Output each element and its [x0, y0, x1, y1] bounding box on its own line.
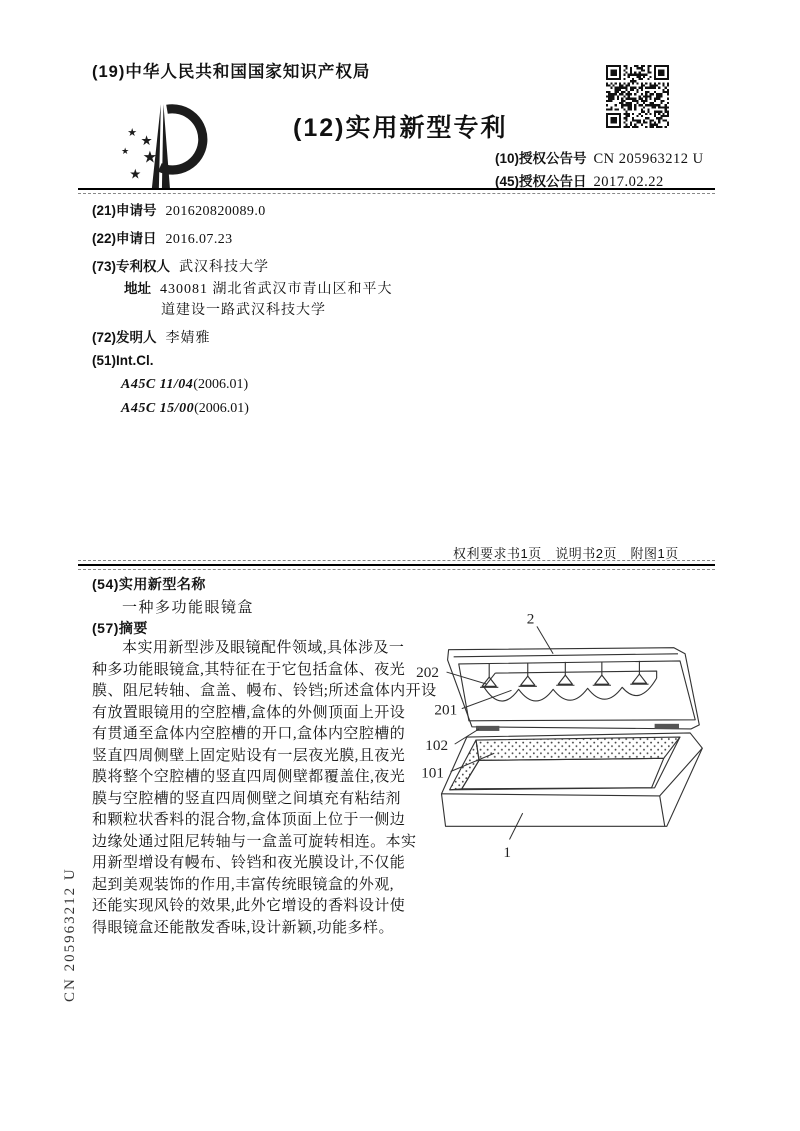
abstract-line: 膜与空腔槽的竖直四周侧壁之间填充有粘结剂 — [92, 790, 402, 807]
utility-name-value: 一种多功能眼镜盒 — [122, 600, 255, 616]
pub-date-label: (45)授权公告日 — [495, 174, 587, 189]
application-number-value: 201620820089.0 — [165, 204, 266, 219]
lid-inner-frame — [459, 661, 695, 721]
patentee-value: 武汉科技大学 — [179, 260, 270, 275]
pub-number-label: (10)授权公告号 — [495, 151, 587, 166]
cavity-floor — [462, 758, 664, 788]
sipo-logo-graphic — [116, 97, 218, 199]
leader-201 — [462, 690, 512, 708]
logo-star-icon: ★ — [140, 132, 153, 148]
intcl-entry-2-version: (2006.01) — [194, 401, 249, 416]
sipo-logo — [116, 97, 218, 199]
abstract-line: 得眼镜盒还能散发香味,设计新颖,功能多样。 — [92, 919, 394, 936]
abstract-line: 本实用新型涉及眼镜配件领域,具体涉及一 — [122, 640, 405, 656]
application-date-label: (22)申请日 — [92, 231, 157, 246]
leader-lines — [447, 626, 554, 839]
intcl-entry-1-code: A45C 11/04 — [121, 377, 194, 392]
lid-top-band — [454, 654, 678, 657]
intcl-entry-1-version: (2006.01) — [193, 377, 249, 392]
intcl-label: (51)Int.Cl. — [92, 353, 154, 368]
header-divider-dashes — [78, 193, 715, 194]
pages-info: 权利要求书1页 说明书2页 附图1页 — [453, 546, 679, 561]
pub-number-value: CN 205963212 U — [593, 151, 704, 167]
abstract-line: 膜、阻尼转轴、盒盖、幔布、铃铛;所述盒体内开设 — [92, 683, 437, 699]
abstract-label: (57)摘要 — [92, 620, 148, 636]
leader-2 — [537, 626, 553, 653]
application-number-label: (21)申请号 — [92, 203, 157, 218]
header-divider — [78, 188, 715, 190]
patentee-label: (73)专利权人 — [92, 259, 171, 274]
qr-code — [606, 65, 669, 128]
leader-202 — [447, 672, 488, 684]
utility-name-label: (54)实用新型名称 — [92, 576, 206, 592]
logo-star-icon: ★ — [129, 166, 142, 182]
figure-label-film: 101 — [421, 764, 445, 782]
abstract-line: 有放置眼镜用的空腔槽,盒体的外侧顶面上开设 — [92, 704, 406, 721]
intcl-entry-2-code: A45C 15/00 — [121, 401, 195, 416]
intcl-entry-2 — [121, 401, 249, 417]
logo-spire-right — [162, 104, 170, 190]
hinge-right — [655, 724, 679, 729]
abstract-line: 还能实现风铃的效果,此外它增设的香料设计使 — [92, 898, 406, 914]
figure-1-drawing — [408, 606, 748, 866]
pub-number-row — [495, 147, 704, 168]
figure-label-bell: 202 — [416, 664, 439, 682]
doc-type-title: (12)实用新型专利 — [293, 114, 508, 142]
qr-code-graphic — [606, 65, 669, 128]
address-line2: 道建设一路武汉科技大学 — [161, 303, 326, 318]
mid-divider-dashes-bottom — [78, 569, 715, 570]
pub-date-value: 2017.02.22 — [593, 174, 664, 190]
sidebar-doc-id: CN 205963212 U — [62, 867, 78, 1002]
abstract-line: 竖直四周侧壁上固定贴设有一层夜光膜,且夜光 — [92, 747, 406, 764]
address-line1: 430081 湖北省武汉市青山区和平大 — [160, 282, 393, 297]
logo-star-icon: ★ — [121, 146, 130, 157]
address-row-2 — [161, 299, 326, 319]
patentee-row — [92, 255, 269, 276]
inventor-row — [92, 326, 211, 347]
hinge-left — [476, 726, 499, 731]
inventor-label: (72)发明人 — [92, 330, 157, 345]
application-date-value: 2016.07.23 — [165, 232, 233, 247]
intcl-entry-1 — [121, 377, 248, 393]
inventor-value: 李婧雅 — [165, 331, 211, 346]
intcl-row — [92, 353, 154, 368]
address-row — [124, 277, 393, 298]
figure-label-lid: 2 — [526, 610, 535, 628]
logo-star-icon: ★ — [142, 147, 158, 167]
mid-divider-dashes-top — [78, 560, 715, 561]
luminous-film-back-wall — [476, 737, 680, 760]
figure-1 — [408, 606, 748, 866]
abstract-line: 起到美观装饰的作用,丰富传统眼镜盒的外观, — [92, 876, 394, 893]
abstract-line: 和颗粒状香料的混合物,盒体顶面上位于一侧边 — [92, 812, 406, 828]
abstract-line: 膜将整个空腔槽的竖直四周侧壁都覆盖住,夜光 — [92, 769, 406, 785]
address-label: 地址 — [124, 281, 151, 296]
abstract-line: 边缘处通过阻尼转轴与一盒盖可旋转相连。本实 — [92, 833, 417, 850]
figure-label-box: 1 — [503, 843, 512, 861]
office-title: (19)中华人民共和国国家知识产权局 — [92, 63, 371, 81]
abstract-line: 有贯通至盒体内空腔槽的开口,盒体内空腔槽的 — [92, 726, 406, 742]
application-date-row — [92, 227, 233, 248]
application-number-row — [92, 199, 266, 220]
abstract-line: 用新型增设有幔布、铃铛和夜光膜设计,不仅能 — [92, 855, 406, 871]
figure-label-hinge: 102 — [425, 737, 449, 755]
logo-star-icon: ★ — [127, 126, 138, 139]
figure-label-curtain: 201 — [434, 701, 458, 719]
bell-icons — [480, 674, 648, 687]
abstract-line: 种多功能眼镜盒,其特征在于它包括盒体、夜光 — [92, 661, 406, 678]
mid-divider — [78, 564, 715, 566]
